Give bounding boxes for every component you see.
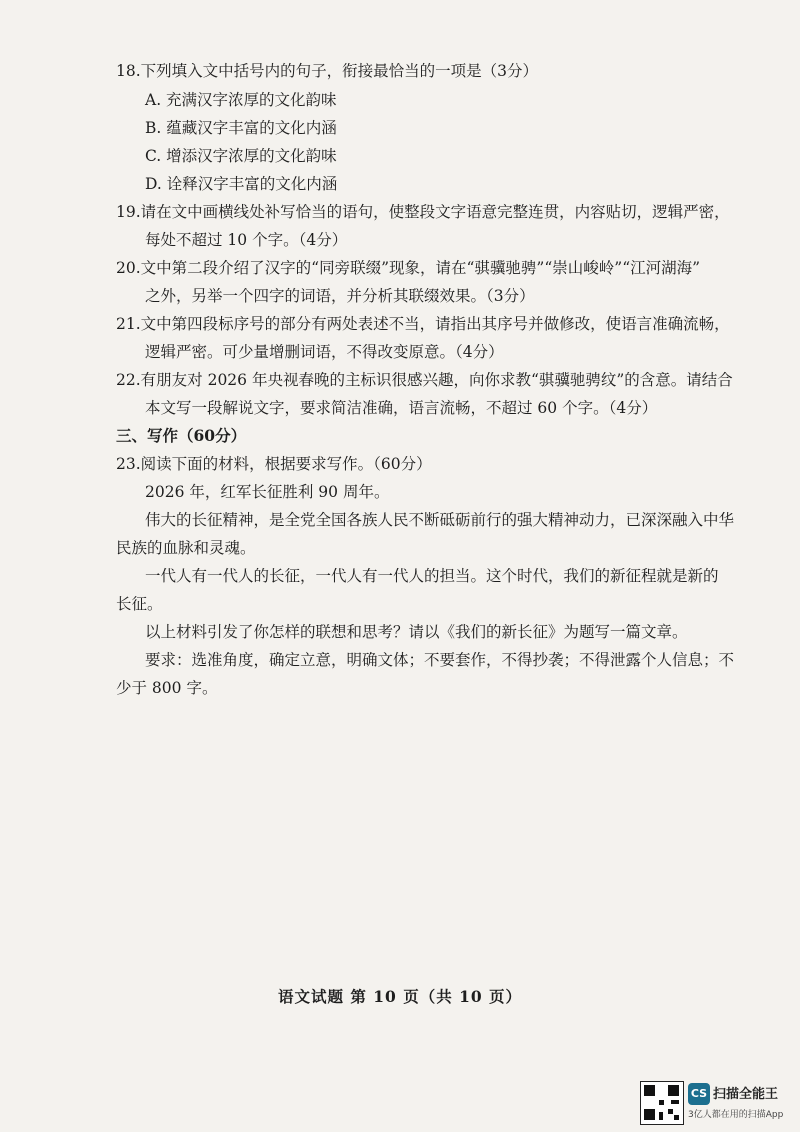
qr-code-icon	[640, 1081, 684, 1125]
writing-requirements-cont: 少于 800 字。	[116, 679, 218, 697]
material-line-1: 2026 年，红军长征胜利 90 周年。	[145, 483, 390, 501]
question-20-cont: 之外，另举一个四字的词语，并分析其联缀效果。（3分）	[145, 287, 535, 305]
question-21-cont: 逻辑严密。可少量增删词语，不得改变原意。（4分）	[145, 343, 504, 361]
question-23: 23.阅读下面的材料，根据要求写作。（60分）	[116, 455, 432, 473]
option-a: A. 充满汉字浓厚的文化韵味	[145, 91, 337, 109]
material-line-2b: 民族的血脉和灵魂。	[116, 539, 256, 557]
scanner-tagline: 3亿人都在用的扫描App	[688, 1110, 784, 1120]
option-b: B. 蕴藏汉字丰富的文化内涵	[145, 119, 337, 137]
question-20: 20.文中第二段介绍了汉字的“同旁联缀”现象，请在“骐骥驰骋”“崇山峻岭”“江河湖海”	[116, 259, 701, 277]
writing-prompt: 以上材料引发了你怎样的联想和思考？请以《我们的新长征》为题写一篇文章。	[145, 623, 688, 641]
option-c: C. 增添汉字浓厚的文化韵味	[145, 147, 337, 165]
page-footer: 语文试题 第 10 页（共 10 页）	[277, 987, 523, 1006]
material-line-3a: 一代人有一代人的长征，一代人有一代人的担当。这个时代，我们的新征程就是新的	[145, 567, 719, 585]
question-22: 22.有朋友对 2026 年央视春晚的主标识很感兴趣，向你求教“骐骥驰骋纹”的含意。请结合	[116, 371, 733, 389]
question-18: 18.下列填入文中括号内的句子，衔接最恰当的一项是（3分）	[116, 62, 539, 80]
section-heading-writing: 三、写作（60分）	[116, 426, 247, 445]
question-21: 21.文中第四段标序号的部分有两处表述不当，请指出其序号并做修改，使语言准确流畅，	[116, 315, 730, 333]
question-19-cont: 每处不超过 10 个字。（4分）	[145, 231, 348, 249]
scanner-logo-icon: CS	[688, 1083, 710, 1105]
writing-requirements: 要求：选准角度，确定立意，明确文体；不要套作，不得抄袭；不得泄露个人信息；不	[145, 651, 735, 669]
material-line-2a: 伟大的长征精神，是全党全国各族人民不断砥砺前行的强大精神动力，已深深融入中华	[145, 511, 735, 529]
question-19: 19.请在文中画横线处补写恰当的语句，使整段文字语意完整连贯，内容贴切，逻辑严密，	[116, 203, 730, 221]
question-22-cont: 本文写一段解说文字，要求简洁准确，语言流畅，不超过 60 个字。（4分）	[145, 399, 658, 417]
option-d: D. 诠释汉字丰富的文化内涵	[145, 175, 338, 193]
scanner-brand: 扫描全能王	[713, 1087, 779, 1102]
material-line-3b: 长征。	[116, 595, 163, 613]
